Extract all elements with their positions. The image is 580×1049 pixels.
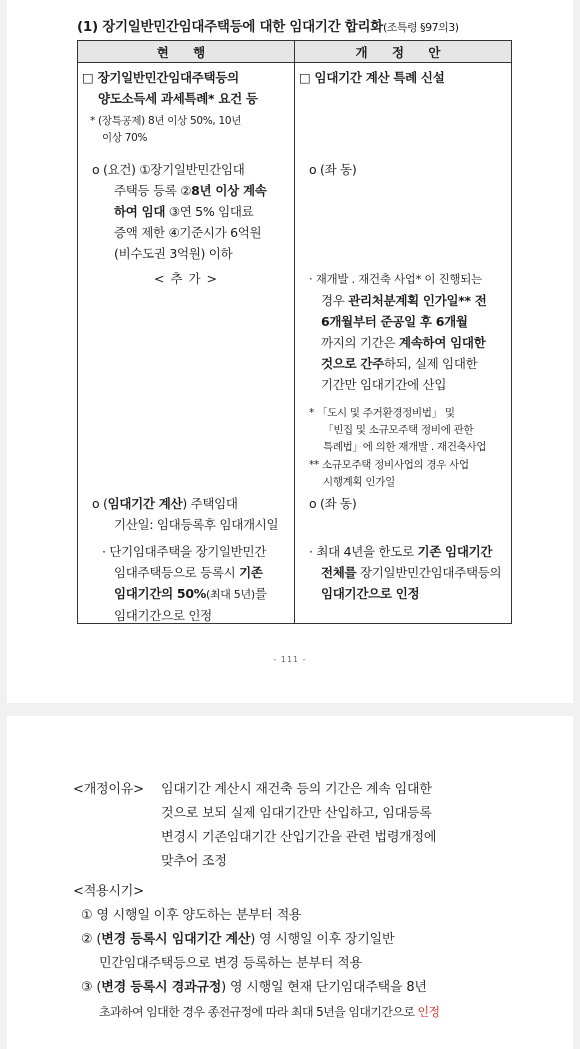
proposal-item-1: □ 임대기간 계산 특례 신설 — [299, 70, 445, 85]
proposal-column — [295, 63, 512, 624]
proposal-redevelopment-rule: · 재개발 . 재건축 사업* 이 진행되는 경우 관리처분계획 인가일** 전 6개월부터 준공일 후 6개월 까지의 기간은 계속하여 임대한 것으로 간주하되, 실제 임대한 기간만 임대기간에 산입 — [309, 272, 487, 392]
law-reference: (조특령 §97의3) — [383, 21, 459, 34]
timing-label: <적용시기> — [73, 884, 144, 899]
timing-item-2: ② (변경 등록시 임대기간 계산) 영 시행일 이후 장기일반 민간임대주택등으로 변경 등록하는 분부터 적용 — [81, 932, 395, 971]
proposal-footnote-1: * 「도시 및 주거환경정비법」 및 「빈집 및 소규모주택 정비에 관한 특례법」에 의한 재개발 . 재건축사업 — [309, 407, 487, 453]
proposal-max-rule: · 최대 4년을 한도로 기존 임대기간 전체를 장기일반민간임대주택등의 임대기간으로 인정 — [309, 544, 502, 601]
page-number: - 111 - — [273, 655, 307, 664]
current-requirements: o (요건) ①장기일반민간임대 주택등 등록 ②8년 이상 계속 하여 임대 ③연 5% 임대료 증액 제한 ④기준시가 6억원 (비수도권 3억원) 이하 — [92, 162, 267, 261]
proposal-same-1: o (좌 동) — [309, 162, 357, 177]
current-short-term-rule: · 단기임대주택을 장기일반민간 임대주택등으로 등록시 기존 임대기간의 50%(최대 5년)를 임대기간으로 인정 — [102, 544, 267, 623]
document-page-1 — [7, 0, 573, 703]
proposal-footnote-2: ** 소규모주택 정비사업의 경우 사업 시행계획 인가일 — [309, 459, 469, 488]
timing-item-3: ③ (변경 등록시 경과규정) 영 시행일 현재 단기임대주택을 8년 초과하여 임대한 경우 종전규정에 따라 최대 5년을 임대기간으로 인정 — [81, 980, 440, 1019]
comparison-table — [77, 40, 512, 624]
current-item-1: □ 장기일반민간임대주택등의 양도소득세 과세특례* 요건 등 — [82, 70, 258, 106]
header-proposal: 개 정 안 — [295, 41, 512, 63]
timing-item-1: ① 영 시행일 이후 양도하는 분부터 적용 — [81, 908, 302, 923]
header-current: 현 행 — [78, 41, 295, 63]
add-label: < 추 가 > — [154, 271, 219, 286]
reason-label: <개정이유> — [73, 782, 144, 797]
current-column — [78, 63, 295, 624]
current-rental-period: o (임대기간 계산) 주택임대 기산일: 임대등록후 임대개시일 — [92, 496, 279, 532]
proposal-same-2: o (좌 동) — [309, 496, 357, 511]
current-note-1: * (장특공제) 8년 이상 50%, 10년 이상 70% — [90, 115, 242, 144]
highlighted-text: 인정 — [417, 1005, 440, 1019]
document-page-2 — [7, 716, 573, 1049]
section-title: (1) 장기일반민간임대주택등에 대한 임대기간 합리화(조특령 §97의3) — [77, 19, 459, 35]
reason-text: 임대기간 계산시 재건축 등의 기간은 계속 임대한 것으로 보되 실제 임대기간만 산입하고, 임대등록 변경시 기존임대기간 산입기간을 관련 법령개정에 맞추어 조정 — [161, 782, 437, 869]
